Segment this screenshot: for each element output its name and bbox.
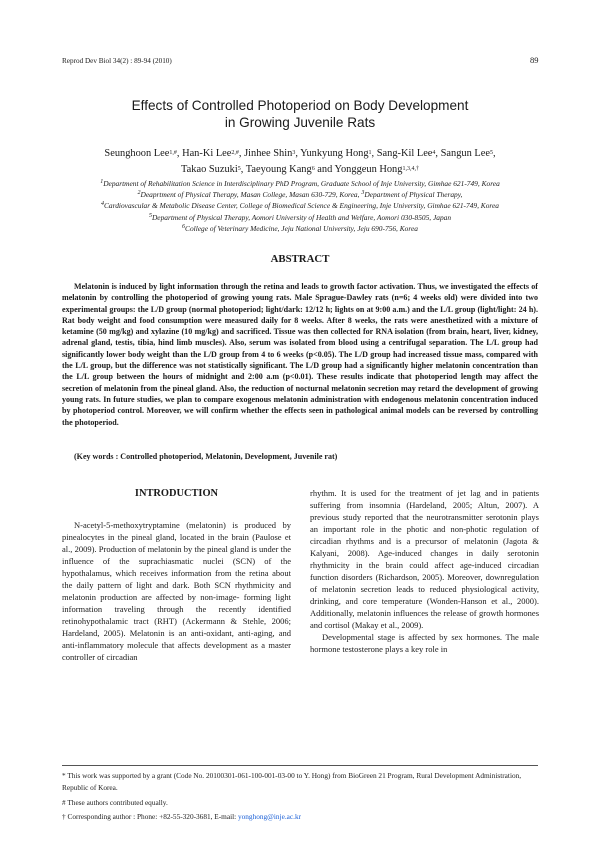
author: Taeyoung Kang bbox=[245, 164, 312, 175]
title-line-1: Effects of Controlled Photoperiod on Body Development bbox=[131, 98, 469, 113]
abstract-body bbox=[62, 281, 538, 428]
author-sup: 1,# bbox=[169, 150, 177, 156]
affiliation: $^1$Department of Rehabilitation Science in Interdisciplinary PhD Program, Graduate School of Inje University, Gimhae 621-749, Korea bbox=[100, 179, 500, 188]
author: Seunghoon Lee bbox=[104, 148, 170, 159]
author-list: Seunghoon Lee$^{1,\#}$, Han-Ki Lee$^{2,\#}$, Jinhee Shin$^3$, Yunkyung Hong$^1$, Sang-Kil Lee$^4$, Sangun Lee$^5$, Takao Suzuki$^5$, Taeyoung Kang$^6$ and Yonggeun Hong$^{1,3,4,\dagger}$ bbox=[104, 148, 496, 175]
journal-citation: Reprod Dev Biol 34(2) : 89-94 (2010) bbox=[62, 57, 172, 65]
author-sup: 2,# bbox=[231, 150, 239, 156]
author: Sangun Lee bbox=[440, 148, 490, 159]
author-sup: 5 bbox=[237, 166, 241, 172]
author-sup: 5 bbox=[489, 150, 493, 156]
title-line-2: in Growing Juvenile Rats bbox=[224, 115, 376, 130]
introduction-heading: INTRODUCTION bbox=[134, 488, 219, 499]
footnote-corresponding bbox=[62, 811, 538, 823]
intro-paragraph: Developmental stage is affected by sex hormones. The male hormone testosterone plays a key role in bbox=[310, 632, 539, 654]
page-number: 89 bbox=[530, 55, 539, 65]
intro-paragraph: rhythm. It is used for the treatment of jet lag and in patients suffering from insomnia (Hardeland, 2005; Altun, 2007). A previous study reported that the neurotransmitter serotonin plays an important role in the photic and non-photic regulation of circadian rhythms and is a precursor of melatonin (Jagota & Kalyani, 2008). Age-induced changes in daily serotonin rhythmicity in the brain could affect age-induced circadian function disorders (Richardson, 2005). Moreover, downregulation of melatonin secretion leads to reduced physiological activity, drinking, and core temperature (Wonden-Hanson et al., 2000). Additionally, melatonin influences the release of growth hormones and cortisol (Makay et al., 2009). bbox=[310, 488, 539, 630]
author-sup: 4 bbox=[432, 150, 436, 156]
footnote-divider bbox=[62, 765, 538, 766]
author-sup: 1,3,4,† bbox=[402, 166, 419, 172]
author-sup: 3 bbox=[292, 150, 296, 156]
paper-title bbox=[0, 97, 600, 131]
footnote-funding: * This work was supported by a grant (Code No. 20100301-061-100-001-03-00 to Y. Hong) from BioGreen 21 Program, Rural Development Administration, Republic of Korea. bbox=[62, 771, 522, 792]
intro-left-column bbox=[62, 519, 291, 663]
abstract-heading: ABSTRACT bbox=[270, 253, 330, 265]
intro-right-column bbox=[310, 487, 539, 655]
affiliations bbox=[50, 178, 550, 234]
affiliation: $^2$Deaprtment of Physical Therapy, Masan College, Masan 630-729, Korea, $^3$Department of Physical Therapy, bbox=[137, 190, 463, 200]
author: Yunkyung Hong bbox=[300, 148, 369, 159]
affiliation: $^6$College of Veterinary Medicine, Jeju National University, Jeju 690-756, Korea bbox=[182, 223, 418, 233]
affiliation: $^5$Department of Physical Therapy, Aomori University of Health and Welfare, Aomori 030-8505, Japan bbox=[148, 212, 452, 222]
affiliation: $^4$Cardiovascular & Metabolic Disease Center, College of Biomedical Science & Engineering, Inje University, Gimhae 621-749, Korea bbox=[101, 201, 499, 211]
author: Takao Suzuki bbox=[181, 164, 238, 175]
intro-paragraph: N-acetyl-5-methoxytryptamine (melatonin) is produced by pinealocytes in the pineal gland, located in the brain (Paulose et al., 2009). Production of melatonin by the pineal gland is under the influence of the suprachiasmatic nuclei (SCN) of the hypothalamus, which receives information from the retina about the daily pattern of light and dark. Both SCN rhythmicity and melatonin production are affected by non-image- forming light information traveling through the recently identified retinohypothalamic tract (RHT) (Ackermann & Stehle, 2006; Hardeland, 2005). Melatonin is an anti-oxidant, anti-aging, and anti-inflammatory molecule that affects development as a master controller of circadian bbox=[62, 520, 291, 662]
corresponding-label: † Corresponding author : Phone: +82-55-320-3681, E-mail: bbox=[62, 812, 238, 821]
author: Jinhee Shin bbox=[244, 148, 293, 159]
author: Yonggeun Hong bbox=[334, 164, 403, 175]
author-sup: 1 bbox=[368, 150, 372, 156]
footnote-equal-contribution: # These authors contributed equally. bbox=[62, 798, 168, 807]
keywords: (Key words : Controlled photoperiod, Melatonin, Development, Juvenile rat) bbox=[74, 452, 338, 461]
email-link[interactable]: yonghong@inje.ac.kr bbox=[237, 812, 302, 821]
abstract-text: Melatonin is induced by light information through the retina and leads to growth factor activation. Thus, we investigated the effects of melatonin by controlling the photoperiod of growing young rats. Male Sprague-Dawley rats (n=6; 4 weeks old) were divided into two experimental groups: the L/D group (normal photoperiod; light/dark: 12/12 h; lights on at 9:00 a.m.) and the L/L group (light/light: 24 h). Rat body weight and food consumption were measured daily for 8 weeks. After 8 weeks, the rats were anesthetized with a mixture of ketamine (50 mg/kg) and xylazine (10 mg/kg) and sacrificed. Tissue was then collected for RNA isolation (from brain, heart, liver, kidney, adrenal gland, testis, tibia, hind limb muscles). Also, serum was isolated from blood using a centrifugal separation. The L/L group had significantly lower body weight than the L/D group from 4 to 6 weeks (p<0.05). The L/D group had increased tissue mass, compared with the L/L group, but the difference was not statistically significant. The L/D group had a significantly higher melatonin concentration than the L/L group between the hours of midnight and 2:00 a.m (p<0.01). These results indicate that photoperiod length may affect the secretion of melatonin from the pineal gland. Also, the reduction of nocturnal melatonin secretion may retard the development of growing young rats. In future studies, we plan to compare exogenous melatonin administration with endogenous melatonin concentration induced by photoperiod control. Moreover, we will confirm whether the effects seen in pathological animal models can be reversed by controlling the photoperiod. bbox=[62, 282, 538, 427]
author-sup: 6 bbox=[311, 166, 315, 172]
author: Sang-Kil Lee bbox=[376, 148, 433, 159]
author: Han-Ki Lee bbox=[182, 148, 232, 159]
